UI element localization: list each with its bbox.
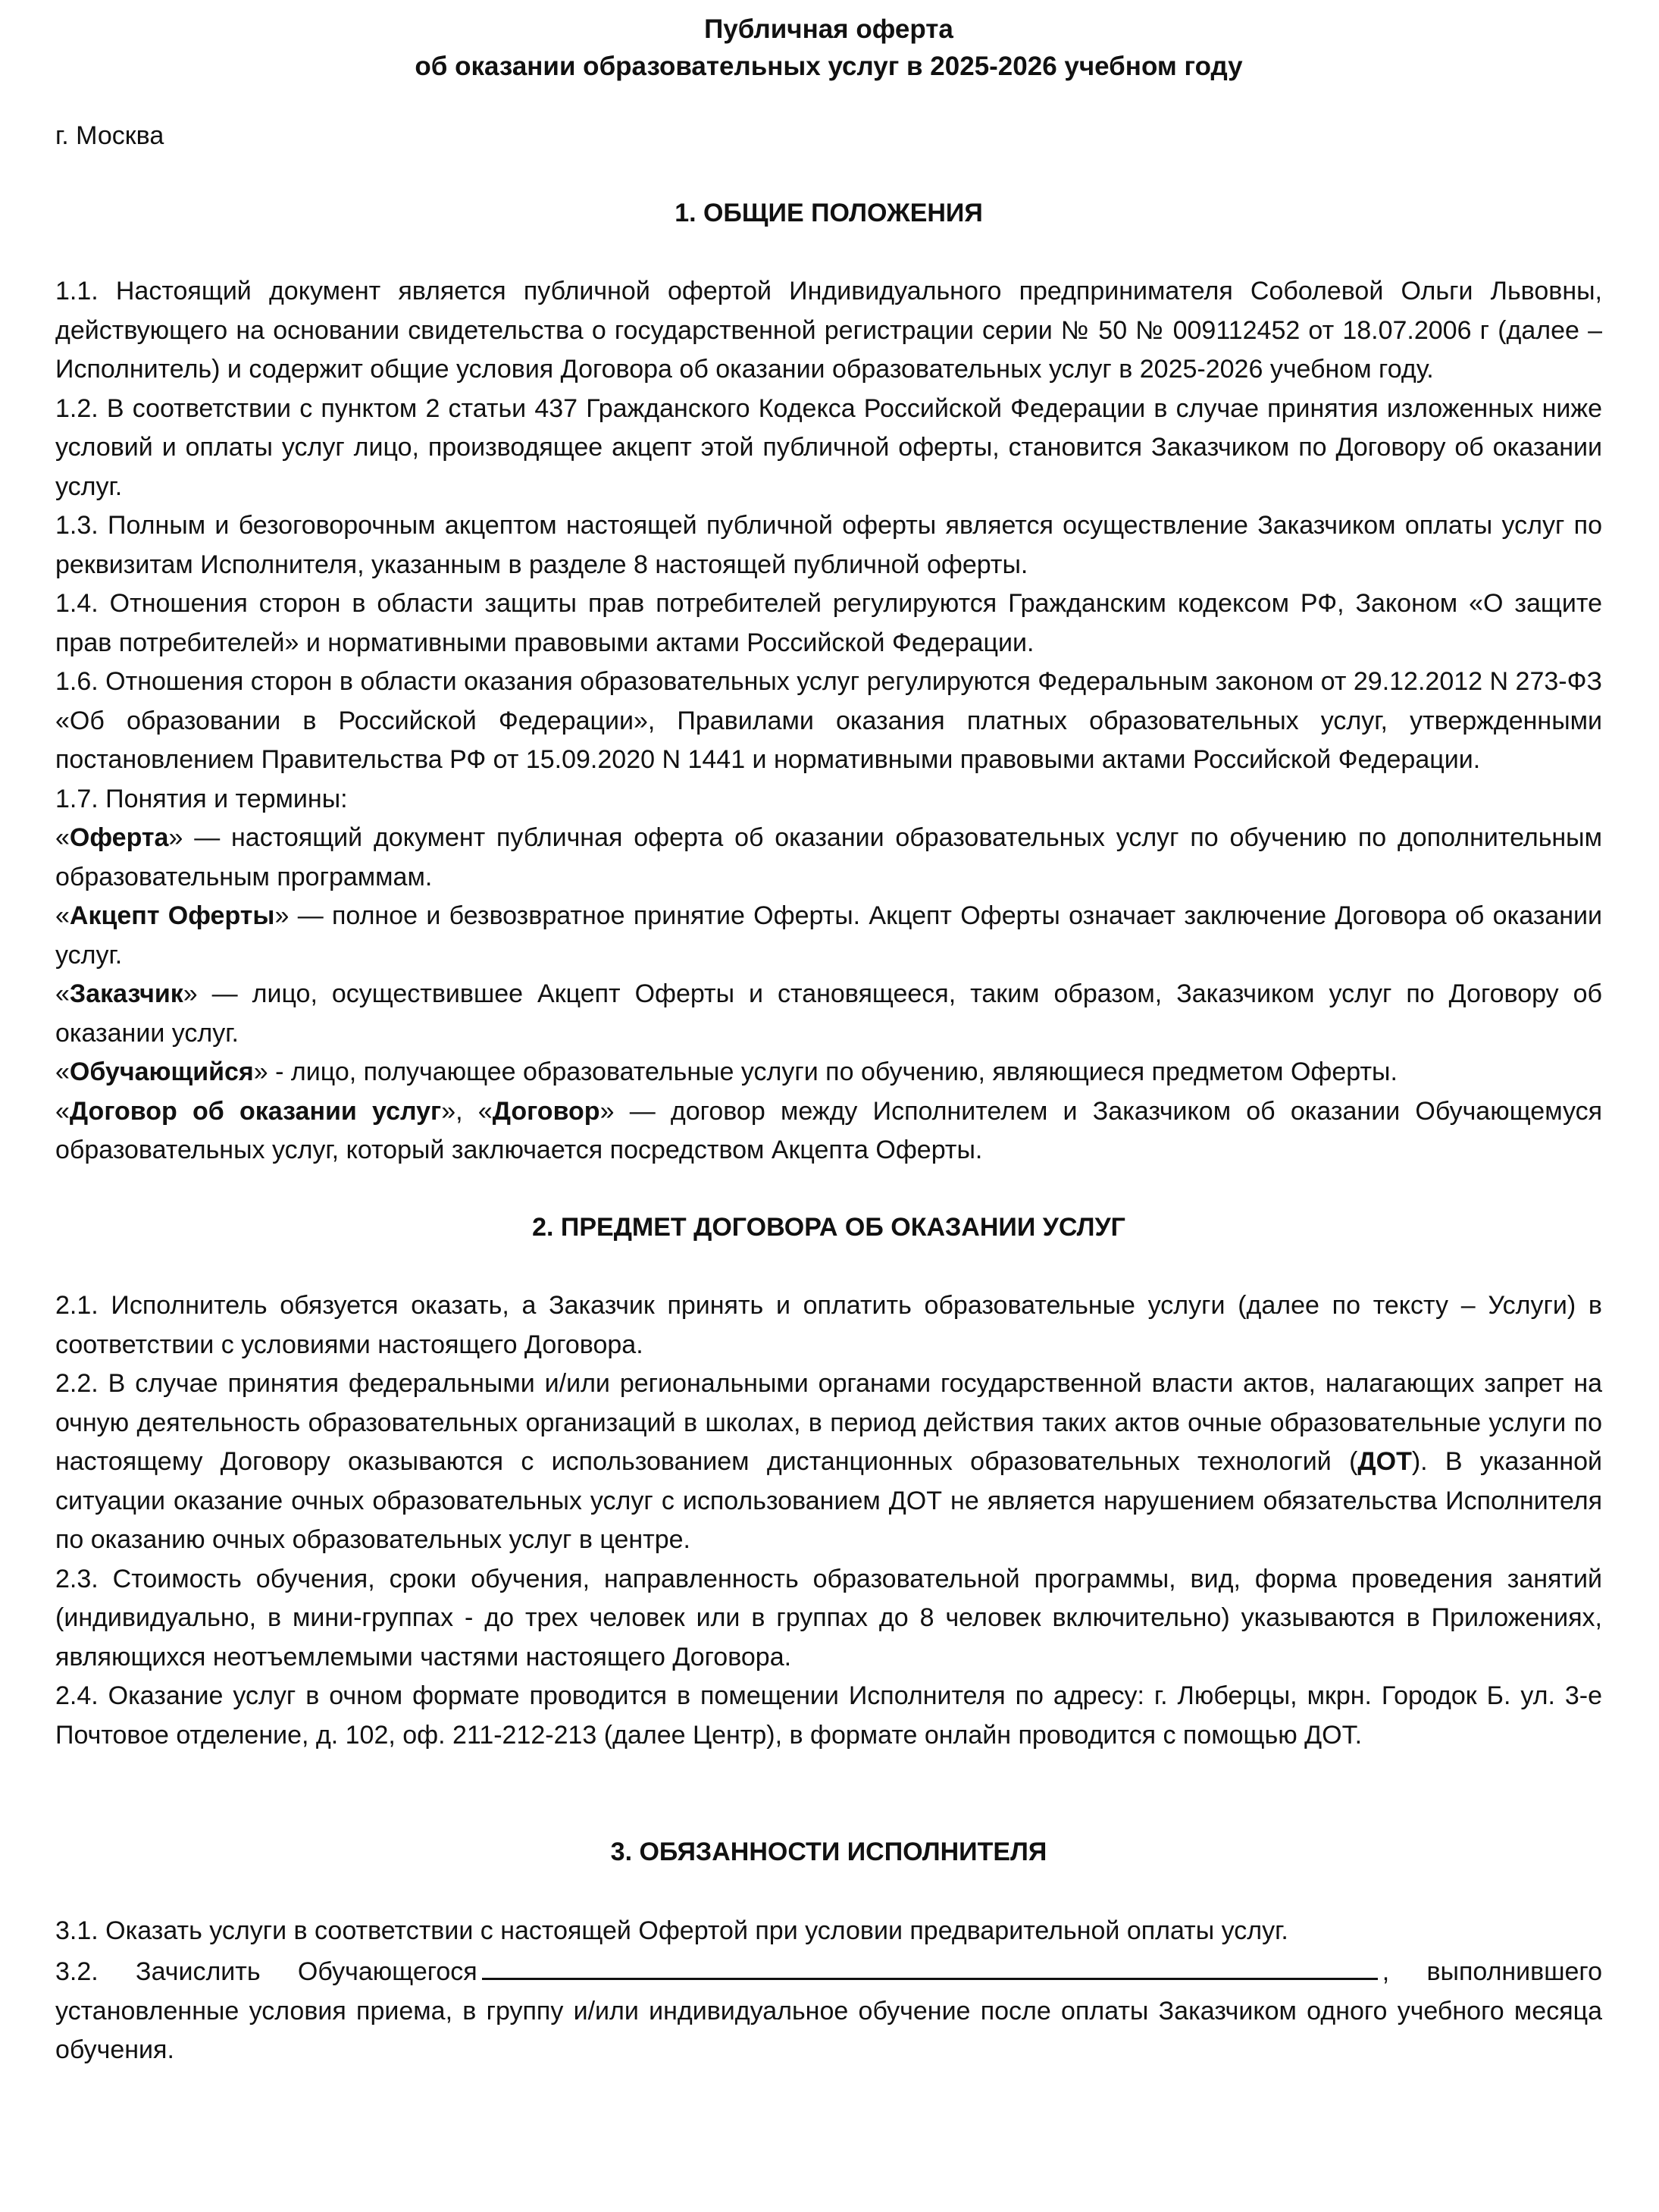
term-offer: «Оферта» — настоящий документ публичная оферта об оказании образовательных услуг по обучению по дополнительным образовательным программам. bbox=[55, 823, 1602, 891]
clause-1-4: 1.4. Отношения сторон в области защиты прав потребителей регулируются Гражданским кодексом РФ, Законом «О защите прав потребителей» и нормативными правовыми актами Российской Федерации. bbox=[55, 589, 1602, 657]
term-definition: — договор между Исполнителем и Заказчиком об оказании Обучающемуся образовательных услуг, который заключается посредством Акцепта Оферты. bbox=[55, 1096, 1602, 1164]
title-line-1: Публичная оферта bbox=[704, 14, 953, 44]
clause-2-2: 2.2. В случае принятия федеральными и/или региональными органами государственной власти актов, налагающих запрет на очную деятельность образовательных организаций в школах, в период действия таких актов очные образовательные услуги по настоящему Договору оказываются с использованием дистанционных образовательных технологий (ДОТ). В указанной ситуации оказание очных образовательных услуг с использованием ДОТ не является нарушением обязательства Исполнителя по оказанию очных образовательных услуг в центре. bbox=[55, 1369, 1602, 1554]
clause-2-3: 2.3. Стоимость обучения, сроки обучения, направленность образовательной программы, вид, форма проведения занятий (индивидуально, в мини-группах - до трех человек или в группах до 8 человек включительно) указываются в Приложениях, являющихся неотъемлемыми частями настоящего Договора. bbox=[55, 1564, 1602, 1672]
term-contract: «Договор об оказании услуг», «Договор» — договор между Исполнителем и Заказчиком об оказании Обучающемуся образовательных услуг, который заключается посредством Акцепта Оферты. bbox=[55, 1096, 1602, 1164]
clause-1-1: 1.1. Настоящий документ является публичной офертой Индивидуального предпринимателя Соболевой Ольги Львовны, действующего на основании свидетельства о государственной регистрации серии № 50 № 009112452 от 18.07.2006 г (далее – Исполнитель) и содержит общие условия Договора об оказании образовательных услуг в 2025-2026 учебном году. bbox=[55, 277, 1602, 384]
clause-1-6: 1.6. Отношения сторон в области оказания образовательных услуг регулируются Федеральным законом от 29.12.2012 N 273-ФЗ «Об образовании в Российской Федерации», Правилами оказания платных образовательных услуг, утвержденными постановлением Правительства РФ от 15.09.2020 N 1441 и нормативными правовыми актами Российской Федерации. bbox=[55, 667, 1602, 774]
clause-1-3: 1.3. Полным и безоговорочным акцептом настоящей публичной оферты является осуществление Заказчиком оплаты услуг по реквизитам Исполнителя, указанным в разделе 8 настоящей публичной оферты. bbox=[55, 511, 1602, 579]
term-name: Заказчик bbox=[69, 979, 183, 1008]
clause-1-2: 1.2. В соответствии с пунктом 2 статьи 437 Гражданского Кодекса Российской Федерации в случае принятия изложенных ниже условий и оплаты услуг лицо, производящее акцепт этой публичной оферты, становится Заказчиком по Договору об оказании услуг. bbox=[55, 393, 1602, 501]
term-name: Договор bbox=[492, 1096, 600, 1126]
clause-1-7: 1.7. Понятия и термины: bbox=[55, 784, 348, 813]
section-1-heading: 1. ОБЩИЕ ПОЛОЖЕНИЯ bbox=[675, 198, 983, 227]
term-name: Акцепт Оферты bbox=[69, 901, 275, 930]
clause-3-2: 3.2. Зачислить Обучающегося , выполнившего установленные условия приема, в группу и/или индивидуальное обучение после оплаты Заказчиком одного учебного месяца обучения. bbox=[55, 1950, 1602, 2070]
title-line-2: об оказании образовательных услуг в 2025-2026 учебном году bbox=[415, 52, 1243, 81]
document-title bbox=[55, 11, 1602, 85]
dot-abbreviation: ДОТ bbox=[1357, 1447, 1412, 1476]
student-name-blank-field[interactable] bbox=[482, 1950, 1378, 1980]
city: г. Москва bbox=[55, 121, 164, 150]
clause-3-1: 3.1. Оказать услуги в соответствии с настоящей Офертой при условии предварительной оплаты услуг. bbox=[55, 1916, 1288, 1945]
section-2-heading: 2. ПРЕДМЕТ ДОГОВОРА ОБ ОКАЗАНИИ УСЛУГ bbox=[532, 1212, 1125, 1242]
term-name: Оферта bbox=[69, 823, 169, 852]
term-definition: — настоящий документ публичная оферта об оказании образовательных услуг по обучению по дополнительным образовательным программам. bbox=[55, 823, 1602, 891]
clause-2-1: 2.1. Исполнитель обязуется оказать, а Заказчик принять и оплатить образовательные услуги (далее по тексту – Услуги) в соответствии с условиями настоящего Договора. bbox=[55, 1291, 1602, 1359]
section-3-heading: 3. ОБЯЗАННОСТИ ИСПОЛНИТЕЛЯ bbox=[610, 1838, 1047, 1866]
term-name: Обучающийся bbox=[69, 1057, 254, 1086]
term-customer: «Заказчик» — лицо, осуществившее Акцепт Оферты и становящееся, таким образом, Заказчиком услуг по Договору об оказании услуг. bbox=[55, 979, 1602, 1048]
term-definition: — полное и безвозвратное принятие Оферты. Акцепт Оферты означает заключение Договора об оказании услуг. bbox=[55, 901, 1602, 970]
term-acceptance: «Акцепт Оферты» — полное и безвозвратное принятие Оферты. Акцепт Оферты означает заключение Договора об оказании услуг. bbox=[55, 901, 1602, 970]
clause-2-4: 2.4. Оказание услуг в очном формате проводится в помещении Исполнителя по адресу: г. Люберцы, мкрн. Городок Б. ул. 3-е Почтовое отделение, д. 102, оф. 211-212-213 (далее Центр), в формате онлайн проводится с помощью ДОТ. bbox=[55, 1681, 1602, 1750]
term-name: Договор об оказании услуг bbox=[69, 1096, 442, 1126]
term-definition: - лицо, получающее образовательные услуги по обучению, являющиеся предметом Оферты. bbox=[268, 1057, 1398, 1086]
term-definition: — лицо, осуществившее Акцепт Оферты и становящееся, таким образом, Заказчиком услуг по Договору об оказании услуг. bbox=[55, 979, 1602, 1048]
term-student: «Обучающийся» - лицо, получающее образовательные услуги по обучению, являющиеся предметом Оферты. bbox=[55, 1057, 1398, 1086]
